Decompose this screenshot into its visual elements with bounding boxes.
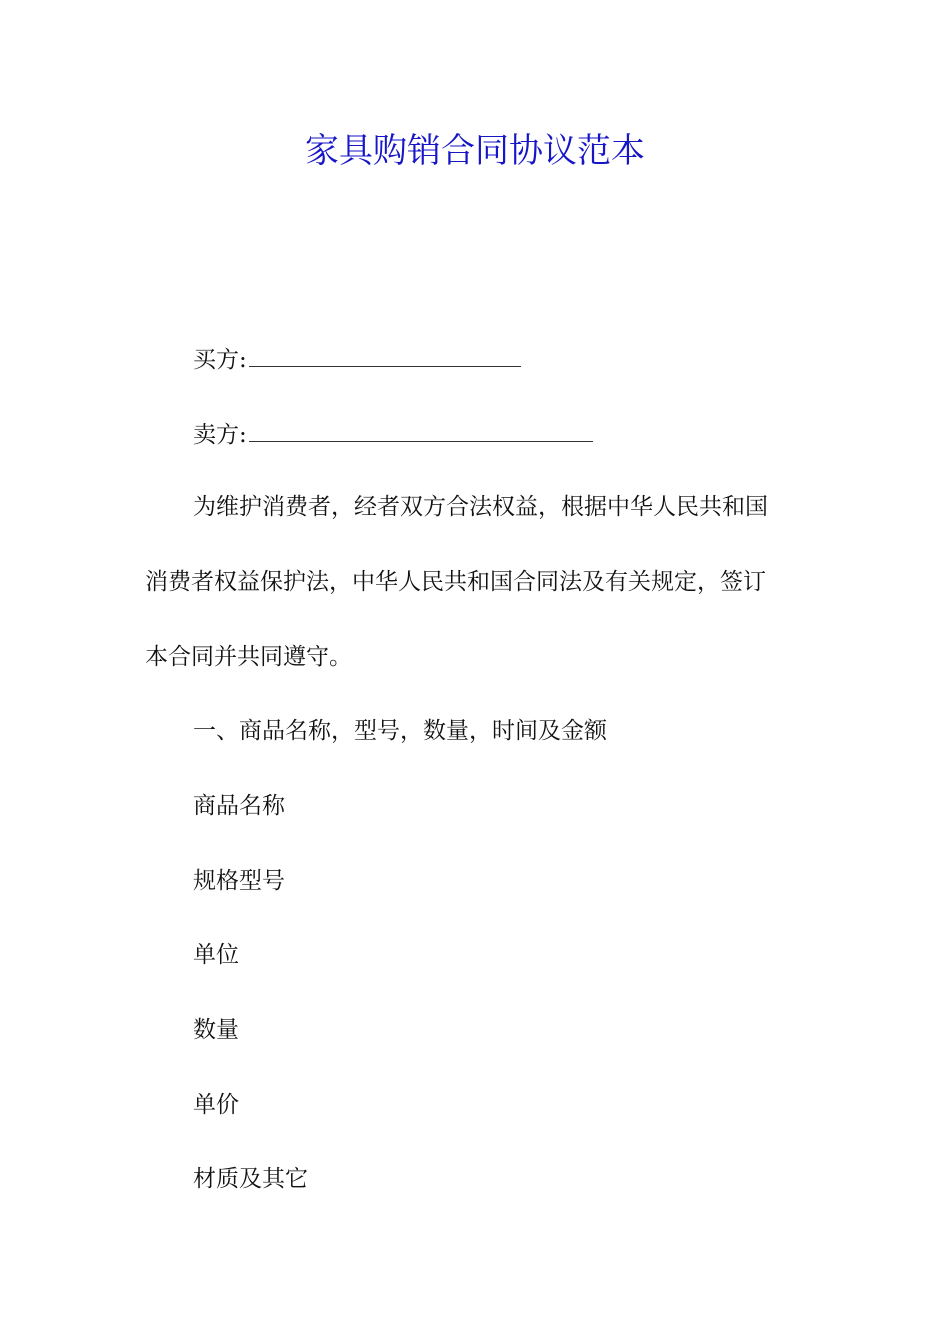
document-title: 家具购销合同协议范本 xyxy=(305,131,645,171)
buyer-label: 买方: xyxy=(193,347,247,373)
seller-blank xyxy=(249,419,593,442)
list-item: 材质及其它 xyxy=(193,1166,308,1192)
section-heading: 一、商品名称，型号，数量，时间及金额 xyxy=(193,718,607,744)
list-item: 规格型号 xyxy=(193,868,285,894)
list-item: 单价 xyxy=(193,1092,239,1118)
intro-paragraph-line: 为维护消费者，经者双方合法权益，根据中华人民共和国 xyxy=(193,494,768,520)
intro-paragraph-line: 本合同并共同遵守。 xyxy=(145,644,352,670)
intro-paragraph-line: 消费者权益保护法，中华人民共和国合同法及有关规定，签订 xyxy=(145,569,766,595)
seller-line xyxy=(193,419,593,450)
seller-label: 卖方: xyxy=(193,422,247,448)
list-item: 数量 xyxy=(193,1017,239,1043)
buyer-line xyxy=(193,344,521,375)
list-item: 单位 xyxy=(193,942,239,968)
buyer-blank xyxy=(249,344,521,367)
list-item: 商品名称 xyxy=(193,793,285,819)
